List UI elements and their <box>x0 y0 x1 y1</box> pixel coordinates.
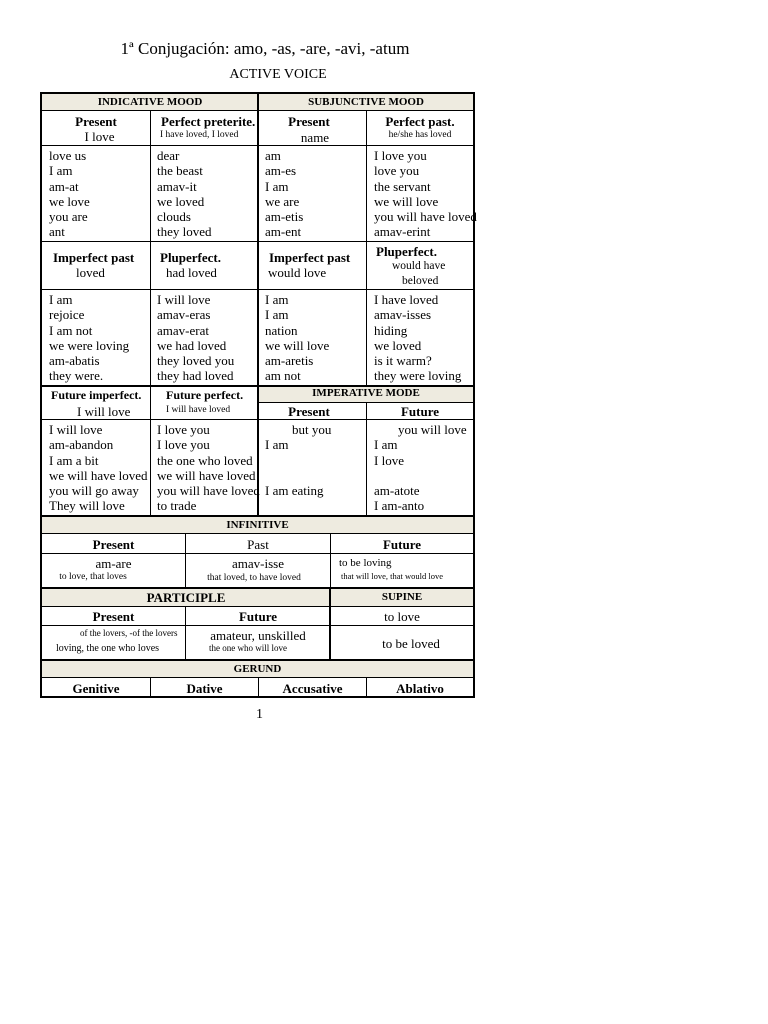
subj-imperfect-forms <box>265 292 329 384</box>
form: you are <box>49 209 88 225</box>
ind-perfect-forms <box>157 148 212 240</box>
form: we had loved <box>157 337 227 353</box>
form: I am <box>374 437 398 453</box>
form: we loved <box>374 337 422 353</box>
imperative-col-divider <box>366 403 367 517</box>
form: ant <box>49 224 65 240</box>
gerund-label: GERUND <box>233 663 282 675</box>
form: we will love <box>374 193 439 209</box>
imp-future-forms <box>374 422 467 514</box>
form: I am <box>49 292 73 307</box>
subj-present-sub: name <box>300 130 330 145</box>
form: I am <box>265 178 289 194</box>
page-title: 1ª Conjugación: amo, -as, -are, -avi, -atum <box>120 39 410 58</box>
form: am-etis <box>265 209 304 225</box>
form: I am <box>49 163 73 179</box>
ind-present-forms <box>49 148 90 240</box>
row-line <box>42 553 473 554</box>
form: amav-it <box>157 178 197 194</box>
subj-pluperfect-sub-1: would have <box>392 260 446 272</box>
subj-pluperfect-forms <box>374 292 461 384</box>
form: you will have loved <box>374 209 477 225</box>
form: amav-isses <box>374 307 432 323</box>
row-line <box>42 289 473 290</box>
form: am-abandon <box>49 437 114 453</box>
form: we loved <box>157 193 205 209</box>
inf-present-form: am-are <box>95 556 132 571</box>
form: they were loving <box>374 368 462 384</box>
form: am-atote <box>374 483 420 499</box>
form: I am-anto <box>374 498 425 514</box>
part-future-heading: Future <box>238 609 278 624</box>
form: I am not <box>49 322 93 338</box>
ind-pluperfect-sub: had loved <box>166 265 217 280</box>
subj-present-forms <box>265 148 303 240</box>
subj-imperfect-heading: Imperfect past <box>269 250 351 265</box>
form: love you <box>374 163 420 179</box>
part-present-gloss-2: loving, the one who loves <box>56 643 160 654</box>
form: we love <box>49 193 90 209</box>
form: rejoice <box>49 307 85 323</box>
imp-present-heading: Present <box>288 404 330 419</box>
ind-future-imperfect-forms <box>49 422 148 514</box>
ind-imperfect-heading: Imperfect past <box>53 250 135 265</box>
form: we will have loved <box>157 467 256 483</box>
ind-future-perfect-forms <box>157 422 260 514</box>
inf-past-heading: Past <box>247 537 269 552</box>
form <box>374 468 467 483</box>
subj-pluperfect-heading: Pluperfect. <box>376 244 438 259</box>
part-future-form: amateur, unskilled <box>210 628 306 643</box>
form: amav-erat <box>157 322 209 338</box>
part-present-heading: Present <box>92 609 135 624</box>
form: dear <box>157 148 180 163</box>
inf-past-gloss: that loved, to have loved <box>207 573 301 583</box>
gerund-ablative: Ablativo <box>396 681 444 696</box>
form: I am eating <box>265 483 324 499</box>
form: we were loving <box>49 337 130 353</box>
subj-perfect-sub: he/she has loved <box>388 130 452 140</box>
form: am <box>265 148 281 163</box>
ind-present-heading: Present <box>75 114 117 129</box>
form: I love you <box>157 422 210 437</box>
form: amav-eras <box>157 307 211 323</box>
supine-form-1: to love <box>384 609 420 624</box>
ind-imperfect-forms <box>49 292 129 384</box>
form: clouds <box>157 209 191 225</box>
form: to trade <box>157 498 197 514</box>
subj-pluperfect-sub-2: beloved <box>402 275 439 287</box>
inf-future-gloss: that will love, that would love <box>341 571 443 581</box>
participle-label: PARTICIPLE <box>146 590 226 605</box>
subj-perfect-forms <box>374 148 477 240</box>
form: they loved you <box>157 353 235 369</box>
ind-future-perfect-sub: I will have loved <box>166 405 231 415</box>
form: you will have loved <box>157 483 260 499</box>
form: the servant <box>374 178 431 194</box>
indicative-mood-label: INDICATIVE MOOD <box>97 96 203 108</box>
gerund-dative: Dative <box>186 681 223 696</box>
ind-pluperfect-heading: Pluperfect. <box>160 250 222 265</box>
imp-future-heading: Future <box>400 404 440 419</box>
supine-label: SUPINE <box>381 591 423 603</box>
form <box>265 453 331 468</box>
form: am-abatis <box>49 353 100 369</box>
form: am-aretis <box>265 353 314 369</box>
voice-title: ACTIVE VOICE <box>229 67 327 82</box>
form: am-at <box>49 178 79 194</box>
form: you will love <box>398 422 467 437</box>
form: the beast <box>157 163 203 179</box>
form: we will have loved <box>49 467 148 483</box>
inf-present-gloss: to love, that loves <box>59 572 127 582</box>
imp-present-forms <box>265 422 331 498</box>
part-future-gloss: the one who will love <box>209 643 287 653</box>
subj-imperfect-sub: would love <box>268 265 327 280</box>
ind-perfect-heading: Perfect preterite. <box>161 114 256 129</box>
infinitive-label: INFINITIVE <box>226 519 289 531</box>
ind-imperfect-sub: loved <box>76 265 105 280</box>
form: we will love <box>265 337 330 353</box>
inf-past-form: amav-isse <box>232 556 284 571</box>
row-line <box>42 419 258 420</box>
gerund-genitive: Genitive <box>72 681 120 696</box>
inf-future-heading: Future <box>382 537 422 552</box>
form: am-es <box>265 163 297 179</box>
form: they loved <box>157 224 212 240</box>
form: amav-erint <box>374 224 431 240</box>
form: am not <box>265 368 301 384</box>
subjunctive-mood-label: SUBJUNCTIVE MOOD <box>308 96 424 108</box>
ind-perfect-sub: I have loved, I loved <box>160 130 239 140</box>
row-line <box>42 145 473 146</box>
ind-future-perfect-heading: Future perfect. <box>166 388 244 402</box>
form: I will love <box>157 292 211 307</box>
form: I am <box>265 437 289 453</box>
form: I am <box>265 307 289 323</box>
form: is it warm? <box>374 353 432 369</box>
form <box>265 468 331 483</box>
inf-present-heading: Present <box>92 537 135 552</box>
ind-present-sub: I love <box>84 129 115 144</box>
form: but you <box>292 422 332 437</box>
inf-future-form: to be loving <box>339 557 392 569</box>
form: they were. <box>49 368 104 384</box>
form: nation <box>265 322 298 338</box>
subjunctive-col-divider-top <box>366 111 367 386</box>
form: They will love <box>49 498 125 514</box>
form: we are <box>265 193 300 209</box>
ind-pluperfect-forms <box>157 292 234 384</box>
form: the one who loved <box>157 452 253 468</box>
form: they had loved <box>157 368 234 384</box>
form: am-ent <box>265 224 302 240</box>
form: I am a bit <box>49 452 99 468</box>
row-line <box>42 241 473 242</box>
form: I love you <box>157 437 210 453</box>
gerund-accusative: Accusative <box>282 681 343 696</box>
row-line <box>42 625 473 626</box>
page-number: 1 <box>256 707 263 722</box>
form: I love you <box>374 148 427 163</box>
form: I love <box>374 452 404 468</box>
indicative-col-divider <box>150 111 151 517</box>
imperative-mode-label: IMPERATIVE MODE <box>312 387 420 399</box>
form: I will love <box>49 422 103 437</box>
form: love us <box>49 148 87 163</box>
form: I have loved <box>374 292 439 307</box>
supine-form-2: to be loved <box>382 636 440 651</box>
ind-future-imperfect-sub: I will love <box>77 404 131 419</box>
ind-future-imperfect-heading: Future imperfect. <box>51 388 142 402</box>
part-present-gloss-1: of the lovers, -of the lovers <box>80 628 178 638</box>
form: hiding <box>374 322 408 338</box>
form: you will go away <box>49 483 139 499</box>
subj-present-heading: Present <box>288 114 330 129</box>
form: I am <box>265 292 289 307</box>
subj-perfect-heading: Perfect past. <box>385 114 455 129</box>
